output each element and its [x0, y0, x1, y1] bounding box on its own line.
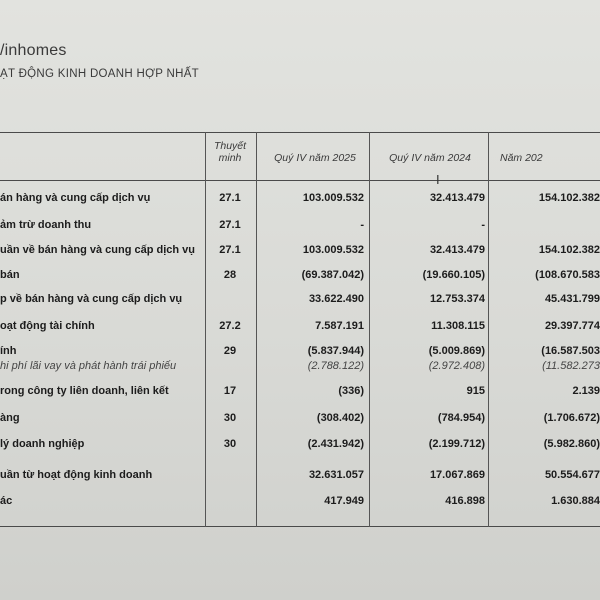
cell-label: uần từ hoạt động kinh doanh: [0, 469, 153, 481]
cell-v2: (2.199.712): [428, 438, 485, 450]
cell-v1: (69.387.042): [301, 269, 364, 281]
cell-v3: 50.554.677: [544, 469, 600, 481]
cell-v1: (2.431.942): [307, 438, 364, 450]
cell-label: ác: [0, 495, 13, 507]
cell-v3: (5.982.860): [543, 438, 600, 450]
cell-v1: 103.009.532: [302, 244, 364, 256]
cell-v2: 32.413.479: [429, 244, 485, 256]
cell-label: oạt động tài chính: [0, 320, 95, 332]
table-row: [0, 244, 600, 264]
cell-v2: 17.067.869: [429, 469, 485, 481]
cell-v2: (5.009.869): [428, 345, 485, 357]
cell-label: hi phí lãi vay và phát hành trái phiếu: [0, 360, 177, 372]
cell-label: án hàng và cung cấp dịch vụ: [0, 192, 151, 204]
cell-label: ính: [0, 345, 17, 357]
header-q4-2025: Quý IV năm 2025: [274, 152, 356, 164]
table-row: [0, 469, 600, 489]
cell-v2: 416.898: [445, 495, 485, 507]
cell-label: p về bán hàng và cung cấp dịch vụ: [0, 293, 183, 305]
cell-label: bán: [0, 269, 20, 281]
cell-note: 17: [223, 385, 237, 397]
cell-note: 27.2: [219, 320, 241, 332]
cell-label: lý doanh nghiệp: [0, 438, 85, 450]
cell-v3: 1.630.884: [551, 495, 600, 507]
cell-v2: (2.972.408): [428, 360, 485, 372]
company-name: /inhomes: [0, 42, 67, 59]
cell-note: 30: [223, 412, 237, 424]
cell-label: àng: [0, 412, 20, 424]
cell-v2: 11.308.115: [431, 320, 485, 332]
cell-v2: 32.413.479: [429, 192, 485, 204]
cell-v3: (1.706.672): [543, 412, 600, 424]
cell-v2: (19.660.105): [422, 269, 485, 281]
table-row: [0, 412, 600, 432]
header-bottom-border: [0, 180, 600, 181]
text-cursor-icon: I: [436, 172, 440, 187]
report-title: ẠT ĐỘNG KINH DOANH HỢP NHẤT: [0, 68, 200, 80]
cell-v2: 915: [466, 385, 485, 397]
cell-v3: 29.397.774: [544, 320, 600, 332]
table-row: [0, 219, 600, 239]
cell-v3: 45.431.799: [544, 293, 600, 305]
cell-v1: 103.009.532: [302, 192, 364, 204]
cell-v3: (16.587.503: [541, 345, 600, 357]
table-row: [0, 385, 600, 405]
cell-v1: (308.402): [316, 412, 364, 424]
cell-v1: 417.949: [324, 495, 364, 507]
table-row: [0, 438, 600, 458]
cell-v3: 2.139: [572, 385, 600, 397]
header-note: Thuyết minh: [213, 140, 247, 164]
table-row: [0, 495, 600, 515]
cell-v3: (108.670.583: [535, 269, 600, 281]
cell-v1: 33.622.490: [308, 293, 364, 305]
cell-v2: -: [481, 219, 485, 231]
cell-note: 28: [223, 269, 237, 281]
cell-v2: (784.954): [437, 412, 485, 424]
cell-v1: -: [360, 219, 364, 231]
cell-v1: 7.587.191: [315, 320, 364, 332]
cell-note: 30: [223, 438, 237, 450]
income-statement-table: [0, 132, 600, 527]
cell-note: 29: [223, 345, 237, 357]
cell-note: 27.1: [219, 192, 241, 204]
table-bottom-border: [0, 526, 600, 527]
cell-v1: 32.631.057: [308, 469, 364, 481]
table-row: [0, 293, 600, 313]
cell-v1: (2.788.122): [307, 360, 364, 372]
table-row: [0, 192, 600, 212]
table-top-border: [0, 132, 600, 133]
table-row: [0, 320, 600, 340]
cell-label: uần về bán hàng và cung cấp dịch vụ: [0, 244, 195, 256]
cell-v1: (5.837.944): [307, 345, 364, 357]
cell-v3: 154.102.382: [538, 244, 600, 256]
cell-note: 27.1: [219, 219, 241, 231]
cell-v2: 12.753.374: [429, 293, 485, 305]
cell-note: 27.1: [219, 244, 241, 256]
cell-v3: (11.582.273: [542, 360, 600, 372]
header-year: Năm 202: [500, 152, 543, 164]
cell-v1: (336): [338, 385, 364, 397]
table-row: [0, 360, 600, 380]
cell-v3: 154.102.382: [538, 192, 600, 204]
table-row: [0, 269, 600, 289]
header-q4-2024: Quý IV năm 2024: [389, 152, 471, 164]
cell-label: rong công ty liên doanh, liên kết: [0, 385, 169, 397]
cell-label: ảm trừ doanh thu: [0, 219, 92, 231]
